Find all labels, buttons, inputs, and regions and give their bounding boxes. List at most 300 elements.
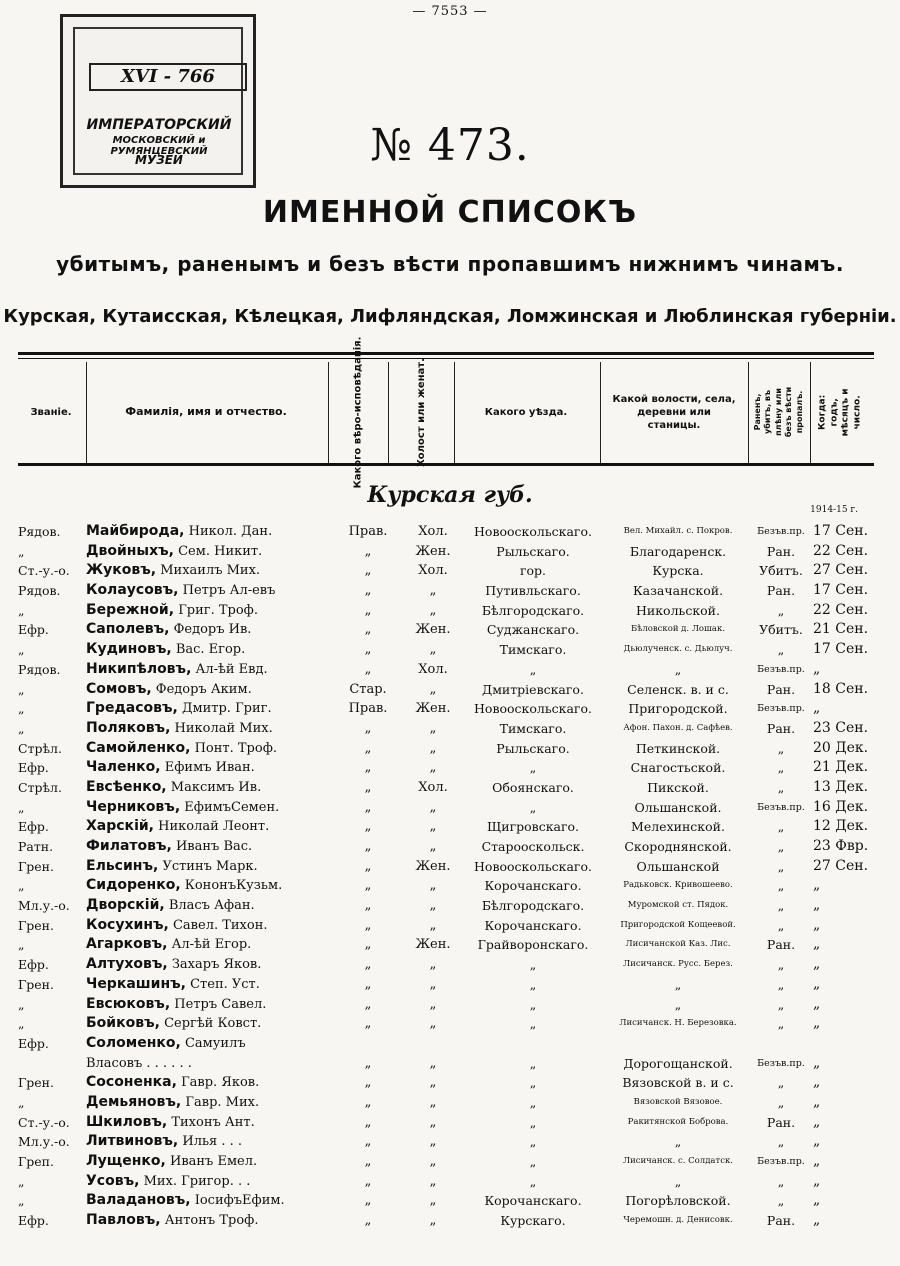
volost-cell: Снагостьской. xyxy=(630,760,726,776)
rank-cell: Рядов. xyxy=(18,661,61,677)
marital-cell: „ xyxy=(429,976,437,992)
rank-cell: Ефр. xyxy=(18,622,49,638)
name-cell xyxy=(86,1054,344,1073)
religion-cell: „ xyxy=(364,839,372,854)
name-cell xyxy=(86,1113,344,1132)
table-row xyxy=(18,1113,888,1133)
name-cell xyxy=(86,1034,344,1053)
stamp-line-3: МУЗЕЙ xyxy=(135,153,183,167)
name-cell xyxy=(86,837,344,856)
marital-cell: „ xyxy=(429,898,437,914)
date-cell: „ xyxy=(813,1153,821,1169)
volost-cell: Пригородской. xyxy=(628,701,728,717)
rank-cell: „ xyxy=(18,1094,25,1110)
status-cell: Ран. xyxy=(766,1114,796,1130)
given-names: Дмитр. Григ. xyxy=(181,701,272,717)
status-cell: „ xyxy=(777,819,785,835)
district-cell: „ xyxy=(529,976,537,992)
table-row xyxy=(18,975,888,995)
name-cell xyxy=(86,1211,344,1230)
name-cell xyxy=(86,719,344,738)
volost-cell: Дорогощанской. xyxy=(623,1055,733,1071)
date-cell: 13 Дек. xyxy=(813,778,869,795)
given-names: Григ. Троф. xyxy=(178,602,258,618)
name-cell xyxy=(86,1172,344,1191)
marital-cell: „ xyxy=(429,957,437,973)
rank-cell: „ xyxy=(18,1173,25,1189)
religion-cell: „ xyxy=(364,858,372,874)
rank-cell: „ xyxy=(18,1193,25,1209)
name-cell xyxy=(86,581,344,600)
marital-cell: Хол. xyxy=(418,661,448,677)
rank-cell: Ст.-у.-о. xyxy=(18,563,70,579)
volost-cell: Никольской. xyxy=(636,602,720,618)
volost-cell: „ xyxy=(674,996,682,1012)
given-names: Иванъ Вас. xyxy=(175,839,253,854)
district-cell: Щигровскаго. xyxy=(486,819,580,835)
religion-cell: „ xyxy=(364,819,372,835)
name-cell xyxy=(86,1014,344,1033)
given-names: Петръ Савел. xyxy=(174,996,267,1012)
date-cell: „ xyxy=(813,1093,821,1110)
volost-cell: Ольшанской xyxy=(636,858,720,874)
name-cell xyxy=(86,916,344,935)
marital-cell: „ xyxy=(429,917,437,933)
date-cell: „ xyxy=(813,936,821,953)
name-cell xyxy=(86,542,344,561)
date-cell: 22 Сен. xyxy=(813,601,869,618)
religion-cell: „ xyxy=(364,1173,372,1189)
table-row xyxy=(18,935,888,955)
date-cell: „ xyxy=(813,1074,821,1091)
district-cell: Новооскольскаго. xyxy=(474,858,592,874)
date-cell: 20 Дек. xyxy=(813,739,869,756)
volost-cell: Лисичанск. Н. Березовка. xyxy=(619,1018,737,1029)
volost-cell: Вязовской в. и с. xyxy=(622,1075,734,1091)
date-cell: „ xyxy=(813,916,821,933)
surname: Черниковъ, xyxy=(86,798,181,815)
surname: Филатовъ, xyxy=(86,838,172,854)
given-names: Федоръ Аким. xyxy=(155,681,252,697)
given-names: Антонъ Троф. xyxy=(164,1213,259,1229)
district-cell: Рыльскаго. xyxy=(496,740,570,756)
volost-cell: Лисичанской Каз. Лис. xyxy=(625,939,731,950)
marital-cell: „ xyxy=(429,1016,437,1032)
religion-cell: „ xyxy=(364,661,372,677)
surname: Колаусовъ, xyxy=(86,582,179,599)
status-cell: „ xyxy=(777,839,785,854)
surname: Сомовъ, xyxy=(86,680,152,697)
status-cell xyxy=(751,1034,811,1053)
surname: Евсѣенко, xyxy=(86,778,167,795)
religion-cell: „ xyxy=(364,799,372,815)
religion-cell: „ xyxy=(364,1055,372,1071)
district-cell: „ xyxy=(529,799,537,815)
rank-cell: „ xyxy=(18,701,25,717)
page-number: — 7553 — xyxy=(412,4,488,19)
column-header-marital: Холост или женат. xyxy=(415,357,427,467)
date-cell: 17 Сен. xyxy=(813,523,869,539)
district-cell: Рыльскаго. xyxy=(496,543,570,559)
name-cell xyxy=(86,798,344,817)
column-header-district: Какого уѣзда. xyxy=(484,406,568,418)
religion-cell: „ xyxy=(364,622,372,638)
rank-cell: Рядов. xyxy=(18,524,61,539)
table-row xyxy=(18,1132,888,1152)
rank-cell: „ xyxy=(18,720,25,736)
status-cell: „ xyxy=(777,858,785,874)
given-names: Захаръ Яков. xyxy=(171,957,262,973)
rank-cell: „ xyxy=(18,1016,25,1032)
given-names: Петръ Ал-евъ xyxy=(182,583,276,599)
given-names: Ал-ѣй Егор. xyxy=(171,937,252,953)
volost-cell: „ xyxy=(674,1173,682,1189)
religion-cell: „ xyxy=(364,583,372,599)
status-cell: „ xyxy=(777,779,785,795)
rank-cell: „ xyxy=(18,602,25,618)
religion-cell: „ xyxy=(364,1114,372,1130)
museum-stamp xyxy=(60,14,256,188)
table-row xyxy=(18,620,888,640)
name-cell xyxy=(86,758,344,777)
surname: Ельсинъ, xyxy=(86,857,159,874)
rank-cell: „ xyxy=(18,937,25,953)
status-cell: „ xyxy=(777,898,785,914)
rank-cell: Греп. xyxy=(18,1154,54,1169)
status-cell: Ран. xyxy=(766,937,796,953)
rank-cell: Ефр. xyxy=(18,760,49,776)
rank-cell: „ xyxy=(18,996,25,1012)
rank-cell: Ст.-у.-о. xyxy=(18,1114,70,1130)
date-cell xyxy=(813,1034,888,1053)
volost-cell: Пригородской Кощеевой. xyxy=(620,919,736,930)
column-divider xyxy=(328,362,329,463)
marital-cell: Жен. xyxy=(415,937,451,953)
marital-cell: „ xyxy=(429,740,437,756)
religion-cell: „ xyxy=(364,602,372,618)
marital-cell: „ xyxy=(429,602,437,618)
district-cell: „ xyxy=(529,957,537,973)
status-cell: Ран. xyxy=(766,583,796,599)
column-divider xyxy=(86,362,87,463)
casualty-list xyxy=(18,522,888,1231)
district-cell: „ xyxy=(529,1055,537,1071)
table-row xyxy=(18,876,888,896)
surname: Алтуховъ, xyxy=(86,956,168,973)
date-cell: „ xyxy=(813,975,821,992)
header-rule-top-thin xyxy=(18,358,874,359)
surname: Майбирода, xyxy=(86,523,185,539)
marital-cell: „ xyxy=(429,583,437,599)
header-rule-top xyxy=(18,352,874,355)
date-cell: „ xyxy=(813,897,821,914)
rank-cell: Грен. xyxy=(18,976,54,992)
date-cell: „ xyxy=(813,995,821,1012)
rank-cell: Грен. xyxy=(18,858,54,874)
date-cell: „ xyxy=(813,1133,821,1150)
status-cell: „ xyxy=(777,1075,785,1091)
rank-cell: Стрѣл. xyxy=(18,779,62,795)
document-number: № 473. xyxy=(370,120,530,171)
district-cell: Новооскольскаго. xyxy=(474,524,592,539)
date-cell: 17 Сен. xyxy=(813,641,869,658)
status-cell: „ xyxy=(777,1193,785,1209)
religion-cell: „ xyxy=(364,1193,372,1209)
volost-cell: Петкинской. xyxy=(635,740,721,756)
surname: Бережной, xyxy=(86,601,175,618)
religion-cell: „ xyxy=(364,898,372,914)
date-cell: 21 Сен. xyxy=(813,621,869,638)
column-header-status: Раненъ, убитъ, въ плѣну или безъ вѣсти пропалъ. xyxy=(753,386,804,438)
name-cell xyxy=(86,935,344,954)
date-cell: 22 Сен. xyxy=(813,542,869,559)
table-row xyxy=(18,1172,888,1192)
rank-cell: Грен. xyxy=(18,917,54,933)
district-cell: „ xyxy=(529,996,537,1012)
table-row xyxy=(18,1014,888,1034)
district-cell: Корочанскаго. xyxy=(484,1193,582,1209)
volost-cell: Погорѣловской. xyxy=(625,1193,731,1209)
marital-cell: „ xyxy=(429,1094,437,1110)
name-cell xyxy=(86,1093,344,1112)
status-cell: „ xyxy=(777,642,785,658)
volost-cell: Радьковск. Кривошеево. xyxy=(623,880,733,891)
religion-cell: „ xyxy=(364,878,372,894)
marital-cell: „ xyxy=(429,720,437,736)
date-cell: 23 Сен. xyxy=(813,719,869,736)
marital-cell: Хол. xyxy=(418,563,448,579)
date-cell: „ xyxy=(813,1054,821,1071)
stamp-line-2: МОСКОВСКИЙ и РУМЯНЦЕВСКИЙ xyxy=(110,135,208,157)
date-cell: „ xyxy=(813,877,821,894)
district-cell: Новооскольскаго. xyxy=(474,701,592,717)
status-cell: „ xyxy=(777,957,785,973)
given-names: Тихонъ Ант. xyxy=(171,1114,255,1130)
district-cell: „ xyxy=(529,1173,537,1189)
district-cell: „ xyxy=(529,1016,537,1032)
status-cell: Безъв.пр. xyxy=(757,1057,805,1069)
name-cell xyxy=(86,739,344,758)
marital-cell: „ xyxy=(429,839,437,854)
date-cell: „ xyxy=(813,1015,821,1032)
rank-cell: Ратн. xyxy=(18,839,54,854)
surname: Бойковъ, xyxy=(86,1015,160,1032)
surname: Черкашинъ, xyxy=(86,975,186,992)
marital-cell: Хол. xyxy=(418,779,448,795)
name-cell xyxy=(86,699,344,718)
table-row xyxy=(18,601,888,621)
given-names: Гавр. Яков. xyxy=(181,1075,260,1091)
volost-cell: Скороднянской. xyxy=(624,839,732,854)
marital-cell: „ xyxy=(429,1193,437,1209)
column-header-name: Фамилія, имя и отчество. xyxy=(125,404,287,418)
volost-cell: Вязовской Вязовое. xyxy=(633,1096,723,1107)
date-cell: „ xyxy=(813,1172,821,1189)
table-row xyxy=(18,916,888,936)
district-cell: Путивльскаго. xyxy=(485,583,581,599)
religion-cell: „ xyxy=(364,1075,372,1091)
rank-cell: Мл.у.-о. xyxy=(18,898,70,914)
marital-cell: Хол. xyxy=(418,524,448,539)
name-cell xyxy=(86,680,344,699)
district-cell: „ xyxy=(529,661,537,677)
name-cell xyxy=(86,975,344,994)
name-cell xyxy=(86,778,344,797)
religion-cell xyxy=(338,1034,398,1053)
surname: Валадановъ, xyxy=(86,1192,191,1209)
marital-cell: Жен. xyxy=(415,543,451,559)
religion-cell: „ xyxy=(364,1016,372,1032)
religion-cell: „ xyxy=(364,1134,372,1150)
volost-cell xyxy=(604,1034,752,1053)
table-row xyxy=(18,739,888,759)
status-cell: Ран. xyxy=(766,543,796,559)
status-cell: Ран. xyxy=(766,1213,796,1229)
column-header-rank: Званіе. xyxy=(30,406,72,418)
name-cell xyxy=(86,620,344,639)
volost-cell: Ольшанской. xyxy=(634,799,722,815)
surname: Косухинъ, xyxy=(86,916,169,933)
given-names: Савел. Тихон. xyxy=(172,917,268,933)
name-cell xyxy=(86,857,344,876)
volost-cell: Ракитянской Боброва. xyxy=(627,1116,729,1127)
surname: Харскій, xyxy=(86,818,154,835)
volost-cell: Черемошн. д. Денисовк. xyxy=(623,1215,733,1226)
table-row xyxy=(18,581,888,601)
date-cell: „ xyxy=(813,1212,821,1229)
given-names: Устинъ Марк. xyxy=(162,858,258,874)
religion-cell: Прав. xyxy=(348,524,388,539)
marital-cell: „ xyxy=(429,642,437,658)
table-row xyxy=(18,640,888,660)
surname: Самойленко, xyxy=(86,739,191,756)
date-cell: „ xyxy=(813,1192,821,1209)
surname: Жуковъ, xyxy=(86,562,157,579)
marital-cell: „ xyxy=(429,996,437,1012)
volost-cell: Бѣловской д. Лошак. xyxy=(630,624,726,635)
marital-cell: „ xyxy=(429,681,437,697)
marital-cell: „ xyxy=(429,799,437,815)
religion-cell: „ xyxy=(364,642,372,658)
given-names: Сергѣй Ковст. xyxy=(164,1016,262,1032)
rank-cell: „ xyxy=(18,799,25,815)
district-cell: Тимскаго. xyxy=(499,642,567,658)
given-names: Ал-ѣй Евд. xyxy=(195,661,268,677)
rank-cell xyxy=(18,1054,84,1073)
volost-cell: Муромской ст. Пядок. xyxy=(627,900,729,911)
district-cell xyxy=(458,1034,608,1053)
column-header-volost: Какой волости, села, деревни или станицы. xyxy=(612,393,736,431)
status-cell: „ xyxy=(777,740,785,756)
surname: Сидоренко, xyxy=(86,877,181,894)
given-names: Власовъ . . . . . . xyxy=(86,1055,192,1071)
district-cell: Корочанскаго. xyxy=(484,878,582,894)
table-row xyxy=(18,561,888,581)
marital-cell: „ xyxy=(429,1213,437,1229)
section-title: Курская губ. xyxy=(367,482,533,508)
status-cell: „ xyxy=(777,917,785,933)
rank-cell: „ xyxy=(18,543,25,559)
given-names: Ефимъ Иван. xyxy=(164,760,255,776)
column-header-religion: Какого вѣро-исповѣданія. xyxy=(352,336,364,488)
status-cell: „ xyxy=(777,878,785,894)
marital-cell: Жен. xyxy=(415,622,451,638)
volost-cell: Афон. Пахон. д. Сафѣев. xyxy=(623,722,733,733)
table-row xyxy=(18,660,888,680)
table-row xyxy=(18,817,888,837)
given-names: Максимъ Ив. xyxy=(170,779,262,795)
rank-cell: Ефр. xyxy=(18,819,49,835)
document-title: ИМЕННОЙ СПИСОКЪ xyxy=(262,195,638,230)
table-row xyxy=(18,798,888,818)
date-cell: „ xyxy=(813,700,821,717)
table-row xyxy=(18,1034,888,1054)
provinces-line: Курская, Кутаисская, Кѣлецкая, Лифляндская, Ломжинская и Люблинская губерніи. xyxy=(3,306,897,327)
name-cell xyxy=(86,561,344,580)
date-cell: 16 Дек. xyxy=(813,798,869,815)
column-header-date: Когда: годъ, мѣсяцъ и число. xyxy=(817,388,863,436)
surname: Саполевъ, xyxy=(86,621,170,638)
district-cell: „ xyxy=(529,760,537,776)
volost-cell: Вел. Михайл. с. Покров. xyxy=(623,526,733,536)
table-row xyxy=(18,995,888,1015)
name-cell xyxy=(86,995,344,1014)
marital-cell: „ xyxy=(429,760,437,776)
status-cell: Убитъ. xyxy=(759,622,803,638)
marital-cell xyxy=(402,1034,464,1053)
name-cell xyxy=(86,896,344,915)
district-cell: Корочанскаго. xyxy=(484,917,582,933)
district-cell: Курскаго. xyxy=(500,1213,566,1229)
district-cell: „ xyxy=(529,1094,537,1110)
status-cell: Безъв.пр. xyxy=(757,526,805,537)
column-divider xyxy=(810,362,811,463)
marital-cell: „ xyxy=(429,1055,437,1071)
status-cell: „ xyxy=(777,1016,785,1032)
status-cell: Безъв.пр. xyxy=(757,801,805,813)
surname: Литвиновъ, xyxy=(86,1133,179,1150)
given-names: Иванъ Емел. xyxy=(169,1154,258,1169)
religion-cell: „ xyxy=(364,957,372,973)
status-cell: „ xyxy=(777,602,785,618)
stamp-code: XVI - 766 xyxy=(89,63,247,91)
volost-cell: Мелехинской. xyxy=(631,819,725,835)
rank-cell: Стрѣл. xyxy=(18,740,62,756)
date-cell: 27 Сен. xyxy=(813,857,869,874)
table-row xyxy=(18,896,888,916)
religion-cell: „ xyxy=(364,543,372,559)
marital-cell: Жен. xyxy=(415,701,451,717)
marital-cell: „ xyxy=(429,1154,437,1169)
religion-cell: Стар. xyxy=(349,681,387,697)
marital-cell: Жен. xyxy=(415,858,451,874)
column-divider xyxy=(600,362,601,463)
table-row xyxy=(18,1191,888,1211)
religion-cell: „ xyxy=(364,1154,372,1169)
given-names: Гавр. Мих. xyxy=(185,1094,260,1110)
marital-cell: „ xyxy=(429,1075,437,1091)
volost-cell: Курска. xyxy=(652,563,704,579)
volost-cell: „ xyxy=(674,1134,682,1150)
given-names: Вас. Егор. xyxy=(175,642,246,658)
table-row xyxy=(18,719,888,739)
district-cell: гор. xyxy=(519,563,547,579)
table-row xyxy=(18,837,888,857)
surname: Лущенко, xyxy=(86,1153,166,1169)
table-row xyxy=(18,1211,888,1231)
status-cell: Безъв.пр. xyxy=(757,703,805,715)
religion-cell: „ xyxy=(364,1213,372,1229)
